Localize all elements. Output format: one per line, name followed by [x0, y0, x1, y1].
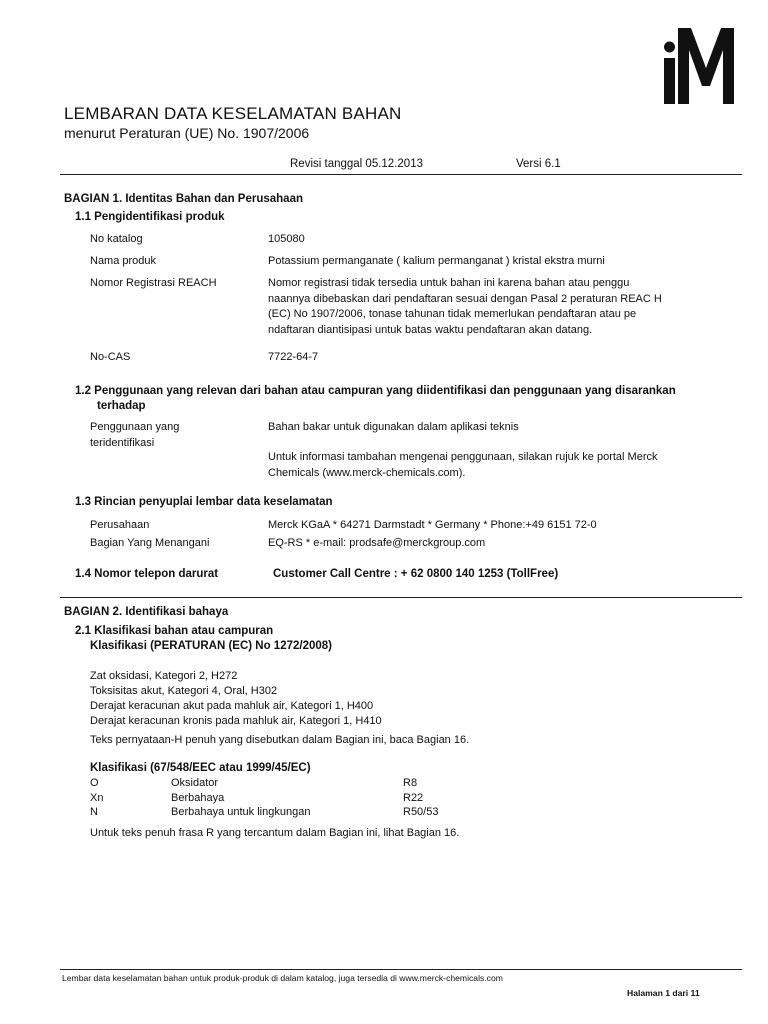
field-value-department: EQ-RS * e-mail: prodsafe@merckgroup.com — [268, 537, 486, 549]
field-label-identified-use: Penggunaan yang teridentifikasi — [90, 421, 180, 449]
field-value-identified-use: Bahan bakar untuk digunakan dalam aplikasi teknis — [268, 421, 519, 433]
clp-classification-title: Klasifikasi (PERATURAN (EC) No 1272/2008) — [90, 640, 332, 652]
section-1-2-title-line2: terhadap — [97, 400, 146, 412]
eec-symbol: N — [90, 806, 98, 818]
field-value-cas: 7722-64-7 — [268, 351, 319, 363]
eec-classification-title: Klasifikasi (67/548/EEC atau 1999/45/EC) — [90, 762, 311, 774]
eec-symbol: Xn — [90, 792, 104, 804]
hazard-list — [90, 669, 730, 729]
eec-symbol: O — [90, 777, 99, 789]
section-2-1-title: 2.1 Klasifikasi bahan atau campuran — [75, 625, 274, 637]
section-divider — [60, 597, 742, 598]
document-title: LEMBARAN DATA KESELAMATAN BAHAN — [64, 104, 402, 123]
field-label-cas: No-CAS — [90, 351, 131, 363]
emergency-phone: Customer Call Centre : + 62 0800 140 1253 (TollFree) — [273, 568, 559, 580]
eec-r-phrase: R8 — [403, 777, 418, 789]
list-item: Derajat keracunan kronis pada mahluk air, Kategori 1, H410 — [90, 715, 382, 727]
list-item: Derajat keracunan akut pada mahluk air, Kategori 1, H400 — [90, 700, 374, 712]
field-label-department: Bagian Yang Menangani — [90, 537, 210, 549]
list-item: Zat oksidasi, Kategori 2, H272 — [90, 670, 238, 682]
page-number: Halaman 1 dari 11 — [627, 988, 700, 998]
header-divider — [60, 174, 742, 175]
eec-name: Berbahaya untuk lingkungan — [171, 806, 311, 818]
section-1-2-title — [75, 384, 735, 414]
field-label-reach: Nomor Registrasi REACH — [90, 277, 217, 289]
field-value-additional-info: Untuk informasi tambahan mengenai penggunaan, silakan rujuk ke portal Merck Chemicals (www.merck-chemicals.com). — [268, 451, 658, 479]
field-value-product-name: Potassium permanganate ( kalium permanganat ) kristal ekstra murni — [268, 255, 605, 267]
h-statement-note: Teks pernyataan-H penuh yang disebutkan dalam Bagian ini, baca Bagian 16. — [90, 734, 470, 746]
document-subtitle: menurut Peraturan (UE) No. 1907/2006 — [64, 125, 310, 141]
list-item: Toksisitas akut, Kategori 4, Oral, H302 — [90, 685, 278, 697]
merck-logo — [662, 28, 736, 104]
section-1-3-title: 1.3 Rincian penyuplai lembar data keselamatan — [75, 496, 333, 508]
eec-name: Berbahaya — [171, 792, 225, 804]
section-1-1-title: 1.1 Pengidentifikasi produk — [75, 211, 225, 223]
field-label-product-name: Nama produk — [90, 255, 157, 267]
eec-name: Oksidator — [171, 777, 219, 789]
field-label-company: Perusahaan — [90, 519, 150, 531]
eec-r-phrase: R50/53 — [403, 806, 439, 818]
footer-text: Lembar data keselamatan bahan untuk produk-produk di dalam katalog, juga tersedia di www.merck-chemicals.com — [62, 973, 503, 983]
footer-divider — [60, 969, 742, 970]
field-value-reach: Nomor registrasi tidak tersedia untuk bahan ini karena bahan atau penggu naannya dibebaskan dari pendaftaran sesuai dengan Pasal 2 peraturan REAC H (EC) No 1907/2006, tonase tahunan tidak memerlukan pendaftaran atau pe ndaftaran diantisipasi untuk batas waktu pendaftaran akan datang. — [268, 277, 662, 336]
section-1-2-title-line1: 1.2 Penggunaan yang relevan dari bahan atau campuran yang diidentifikasi dan penggunaan yang disarankan — [75, 385, 676, 397]
field-value-catalog: 105080 — [268, 233, 305, 245]
field-label-catalog: No katalog — [90, 233, 143, 245]
section-1-title: BAGIAN 1. Identitas Bahan dan Perusahaan — [64, 193, 304, 205]
revision-date: Revisi tanggal 05.12.2013 — [290, 158, 423, 170]
section-2-title: BAGIAN 2. Identifikasi bahaya — [64, 606, 229, 618]
field-value-company: Merck KGaA * 64271 Darmstadt * Germany * Phone:+49 6151 72-0 — [268, 519, 597, 531]
version: Versi 6.1 — [516, 158, 561, 170]
section-1-4-title: 1.4 Nomor telepon darurat — [75, 568, 219, 580]
eec-r-phrase: R22 — [403, 792, 424, 804]
r-phrase-note: Untuk teks penuh frasa R yang tercantum dalam Bagian ini, lihat Bagian 16. — [90, 827, 460, 839]
